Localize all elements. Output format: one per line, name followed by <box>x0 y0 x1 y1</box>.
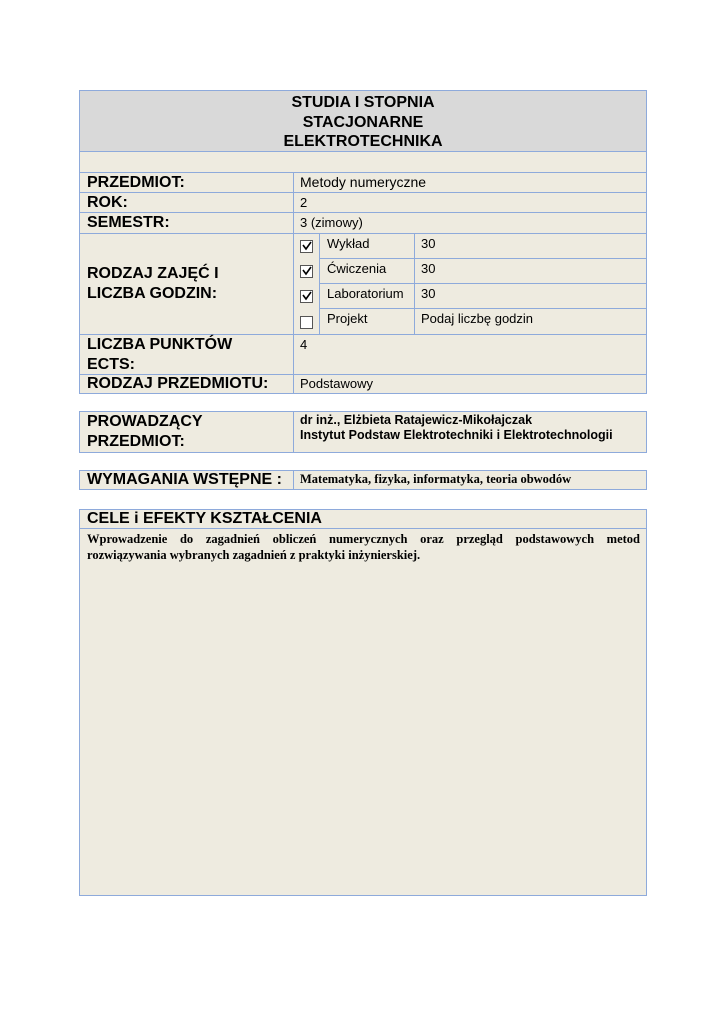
prowadzacy-label-line1: PROWADZĄCY <box>87 413 203 430</box>
zajecia-row-projekt <box>319 308 415 335</box>
zajecia-hours-cwiczenia <box>414 258 647 284</box>
wyklad-checkbox[interactable] <box>300 240 313 253</box>
checkmark-icon <box>301 290 313 302</box>
prowadzacy-value-cell <box>293 411 647 453</box>
checkmark-icon <box>301 265 313 277</box>
rok-label: ROK: <box>79 192 294 213</box>
checkmark-icon <box>301 240 313 252</box>
rok-value: 2 <box>293 192 647 213</box>
przedmiot-value: Metody numeryczne <box>293 172 647 193</box>
header-cell <box>79 90 647 152</box>
zajecia-hours: 30 <box>421 286 436 301</box>
prowadzacy-title: dr inż. <box>300 413 337 427</box>
zajecia-hours: 30 <box>421 236 436 251</box>
projekt-checkbox[interactable] <box>300 316 313 329</box>
zajecia-hours: 30 <box>421 261 436 276</box>
zajecia-row-laboratorium <box>319 283 415 309</box>
prowadzacy-name: , Elżbieta Ratajewicz-Mikołajczak <box>336 413 533 427</box>
ects-value: 4 <box>293 334 647 375</box>
zajecia-row-cwiczenia <box>319 258 415 284</box>
zajecia-name: Projekt <box>327 311 368 326</box>
zajecia-row-wyklad <box>319 233 415 259</box>
wymagania-label: WYMAGANIA WSTĘPNE : <box>79 470 294 490</box>
przedmiot-label: PRZEDMIOT: <box>79 172 294 193</box>
header-title-line2: STACJONARNE <box>302 113 424 131</box>
zajecia-hours-wyklad <box>414 233 647 259</box>
zajecia-name: Wykład <box>327 236 370 251</box>
zajecia-name: Laboratorium <box>327 286 404 301</box>
rodzaj-przedmiotu-label: RODZAJ PRZEDMIOTU: <box>79 374 294 394</box>
wymagania-value: Matematyka, fizyka, informatyka, teoria obwodów <box>293 470 647 490</box>
laboratorium-checkbox[interactable] <box>300 290 313 303</box>
semestr-label: SEMESTR: <box>79 212 294 234</box>
cele-text-line1: Wprowadzenie do zagadnień obliczeń numerycznych oraz przegląd podstawowych metod <box>87 532 640 546</box>
cwiczenia-checkbox[interactable] <box>300 265 313 278</box>
cele-content <box>79 528 647 896</box>
ects-label-line1: LICZBA PUNKTÓW <box>87 336 233 353</box>
rodzaj-zajec-label-line1: RODZAJ ZAJĘĆ I <box>87 265 219 282</box>
prowadzacy-name-line <box>294 412 646 428</box>
zajecia-name: Ćwiczenia <box>327 261 387 276</box>
rodzaj-zajec-label-line2: LICZBA GODZIN: <box>87 285 218 302</box>
rodzaj-zajec-label-cell <box>79 233 294 335</box>
ects-label-line2: ECTS: <box>87 356 135 373</box>
prowadzacy-label-cell <box>79 411 294 453</box>
header-title-line3: ELEKTROTECHNIKA <box>283 133 443 150</box>
semestr-value: 3 (zimowy) <box>293 212 647 234</box>
spacer-row <box>79 151 647 173</box>
zajecia-hours-laboratorium <box>414 283 647 309</box>
prowadzacy-label-line2: PRZEDMIOT: <box>87 433 185 450</box>
zajecia-hours-projekt <box>414 308 647 335</box>
header-title-line1: STUDIA I STOPNIA <box>291 94 435 111</box>
prowadzacy-institute: Instytut Podstaw Elektrotechniki i Elektrotechnologii <box>300 428 613 442</box>
zajecia-hours: Podaj liczbę godzin <box>421 311 534 326</box>
rodzaj-przedmiotu-value: Podstawowy <box>293 374 647 394</box>
cele-label: CELE i EFEKTY KSZTAŁCENIA <box>79 509 647 529</box>
cele-text-line2: rozwiązywania wybranych zagadnień z praktyki inżynierskiej. <box>87 548 421 562</box>
ects-label-cell <box>79 334 294 375</box>
